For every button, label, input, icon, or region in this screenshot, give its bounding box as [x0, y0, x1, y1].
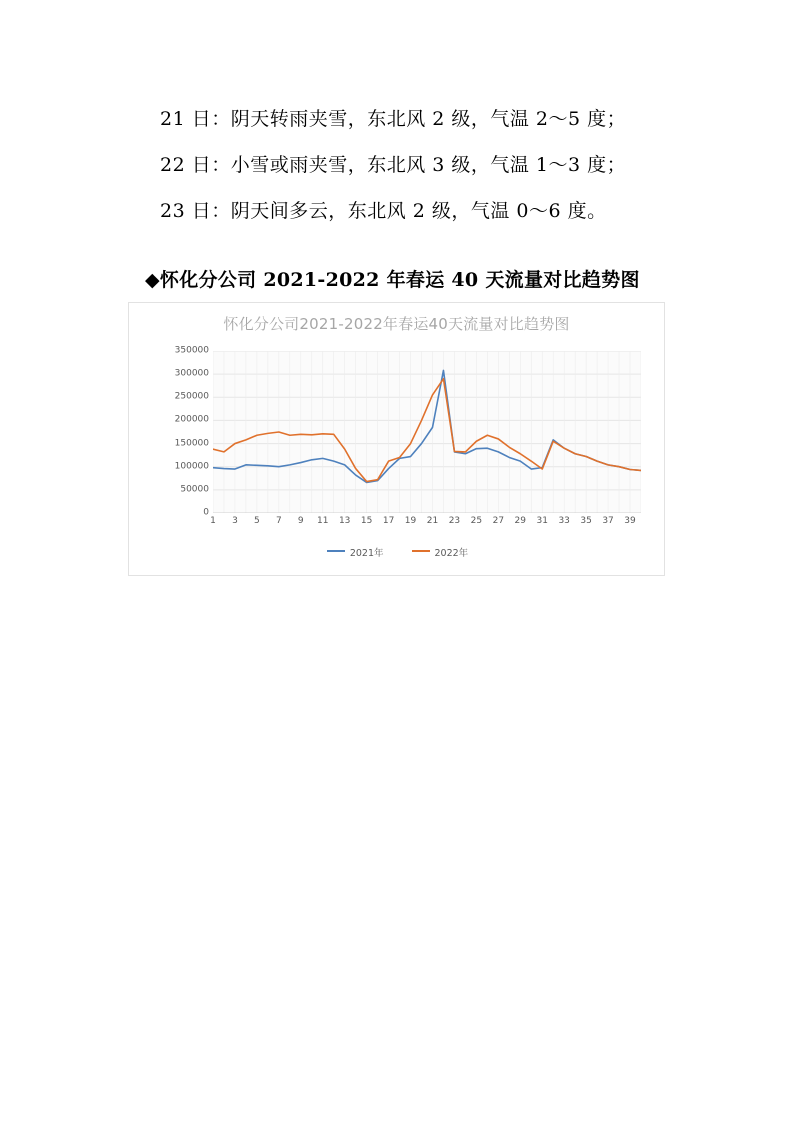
x-tick-label: 35	[580, 516, 592, 526]
y-tick-label: 250000	[174, 391, 209, 402]
chart-title: 怀化分公司2021-2022年春运40天流量对比趋势图	[223, 315, 570, 333]
chart-plot-wrapper	[129, 343, 666, 533]
x-tick-label: 9	[297, 516, 304, 526]
x-tick-label: 29	[514, 516, 527, 526]
x-tick-label: 37	[602, 516, 614, 526]
legend-swatch-icon	[327, 550, 345, 552]
chart-plot-area	[213, 351, 641, 513]
chart-container	[128, 302, 665, 576]
x-tick-label: 31	[536, 516, 548, 526]
x-tick-label: 23	[448, 516, 461, 526]
legend-item[interactable]	[327, 545, 384, 559]
section-title: ◆怀化分公司 2021-2022 年春运 40 天流量对比趋势图	[145, 269, 640, 291]
x-tick-label: 3	[232, 516, 238, 526]
y-tick-label: 200000	[174, 414, 209, 425]
x-tick-label: 15	[360, 516, 373, 526]
legend-label: 2021年	[349, 548, 384, 559]
chart-legend	[129, 545, 666, 559]
legend-swatch-icon	[412, 550, 430, 552]
paragraph-line-2: 22 日：小雪或雨夹雪，东北风 3 级，气温 1～3 度；	[160, 154, 627, 176]
x-tick-label: 1	[210, 516, 216, 526]
y-tick-label: 350000	[174, 345, 209, 356]
chart-svg	[213, 351, 641, 513]
x-tick-label: 5	[254, 516, 260, 526]
x-tick-label: 7	[275, 516, 282, 526]
y-tick-label: 50000	[180, 484, 209, 495]
x-tick-label: 25	[470, 516, 483, 526]
x-tick-label: 11	[317, 516, 329, 526]
legend-item[interactable]	[412, 545, 469, 559]
x-tick-label: 39	[624, 516, 636, 526]
y-tick-label: 100000	[174, 461, 209, 472]
x-tick-label: 13	[338, 516, 351, 526]
legend-label: 2022年	[434, 548, 469, 559]
x-tick-label: 33	[558, 516, 570, 526]
y-tick-label: 0	[203, 507, 209, 518]
x-axis-tick-labels	[210, 516, 641, 531]
x-tick-label: 17	[382, 516, 395, 526]
y-axis-tick-labels	[151, 345, 209, 518]
x-tick-label: 27	[492, 516, 505, 526]
paragraph-line-3: 23 日：阴天间多云，东北风 2 级，气温 0～6 度。	[160, 200, 607, 222]
y-tick-label: 150000	[174, 438, 209, 449]
y-tick-label: 300000	[174, 368, 209, 379]
paragraph-line-1: 21 日：阴天转雨夹雪，东北风 2 级，气温 2～5 度；	[160, 108, 627, 130]
x-tick-label: 21	[426, 516, 439, 526]
x-tick-label: 19	[404, 516, 417, 526]
